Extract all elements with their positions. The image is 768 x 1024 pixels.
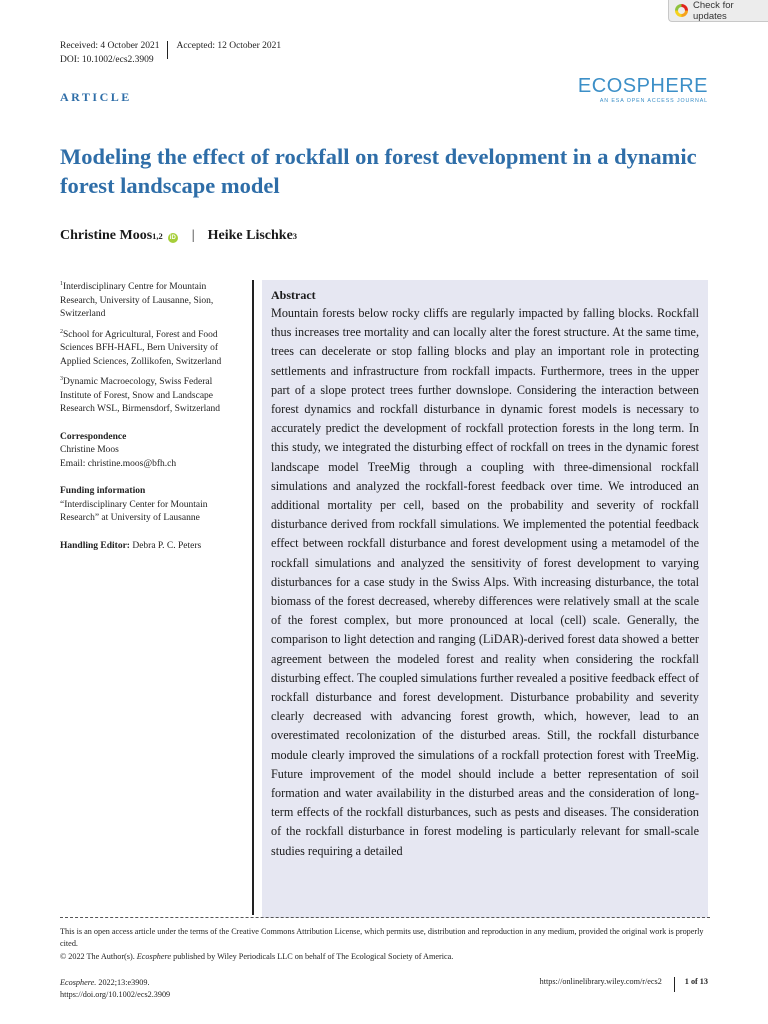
author-name[interactable]: Heike Lischke — [207, 228, 293, 243]
funding-heading: Funding information — [60, 486, 146, 497]
affiliation-text: Dynamic Macroecology, Swiss Federal Institute of Forest, Snow and Landscape Research WSL, Birmensdorf, Switzerland — [60, 377, 220, 415]
citation-volume: 2022;13:e3909. — [98, 978, 150, 987]
article-dates — [60, 37, 281, 55]
check-for-updates-label: Check for updates — [693, 0, 734, 22]
abstract-panel — [262, 280, 708, 918]
page-footer — [540, 977, 708, 992]
journal-logo[interactable] — [578, 76, 708, 104]
orcid-icon[interactable]: iD — [169, 235, 176, 241]
license-notice — [60, 926, 710, 964]
correspondence-name: Christine Moos — [60, 445, 119, 456]
correspondence-email[interactable]: Email: christine.moos@bfh.ch — [60, 458, 177, 469]
copyright-journal: Ecosphere — [136, 952, 172, 961]
author-affiliation-sup: 3 — [292, 231, 298, 241]
affiliation-text: Interdisciplinary Centre for Mountain Research, University of Lausanne, Sion, Switzerland — [60, 282, 214, 320]
citation-footer — [60, 977, 170, 1001]
journal-url-link[interactable]: https://onlinelibrary.wiley.com/r/ecs2 — [539, 977, 662, 986]
copyright-prefix: © 2022 The Author(s). — [60, 952, 135, 961]
affiliation — [60, 373, 245, 417]
affiliation — [60, 326, 245, 370]
handling-editor-label: Handling Editor: — [60, 540, 130, 551]
funding-text: “Interdisciplinary Center for Mountain Research” at University of Lausanne — [60, 499, 208, 524]
affiliation-sup: 2 — [60, 328, 63, 335]
abstract-heading: Abstract — [271, 288, 316, 302]
page-number: 1 of 13 — [684, 977, 708, 986]
correspondence-heading: Correspondence — [60, 431, 127, 442]
column-divider — [252, 280, 254, 915]
journal-logo-name: ECOSPHERE — [577, 75, 708, 97]
author-name[interactable]: Christine Moos — [60, 228, 153, 243]
doi[interactable]: DOI: 10.1002/ecs2.3909 — [60, 55, 154, 65]
accepted-date: Accepted: 12 October 2021 — [176, 41, 282, 51]
footnote-divider — [60, 917, 710, 918]
check-for-updates-button[interactable] — [668, 0, 768, 22]
affiliation — [60, 278, 245, 322]
handling-editor — [60, 540, 245, 554]
footer-doi-link[interactable]: https://doi.org/10.1002/ecs2.3909 — [60, 990, 171, 999]
citation-journal: Ecosphere. — [60, 978, 97, 987]
affiliation-sup: 1 — [60, 281, 63, 287]
copyright-suffix: published by Wiley Periodicals LLC on behalf of The Ecological Society of America. — [173, 952, 454, 961]
author-list — [60, 228, 297, 244]
copyright-line — [60, 951, 710, 963]
journal-logo-tagline: AN ESA OPEN ACCESS JOURNAL — [599, 98, 708, 104]
handling-editor-name: Debra P. C. Peters — [132, 540, 202, 551]
article-title: Modeling the effect of rockfall on forest development in a dynamic forest landscape model — [60, 144, 697, 198]
author-separator: | — [191, 228, 195, 243]
article-sidebar — [60, 278, 245, 553]
author-affiliation-sup: 1,2 — [152, 231, 163, 241]
article-type-label: ARTICLE — [60, 90, 132, 104]
affiliation-sup: 3 — [60, 376, 63, 383]
citation-line — [60, 977, 170, 989]
abstract-text: Mountain forests below rocky cliffs are regularly impacted by falling blocks. Rockfall thus increases tree mortality and can locally alter the forest structure. At the same time, trees can decelerate or stop falling blocks and play an important role in protecting settlements and infrastructure from rockfall impacts. Furthermore, trees in the upper part of a slope protect trees further downslope. Considering the interaction between forest dynamics and rockfall disturbance in dynamic forest models is necessary to accurately predict the development of rockfall protection forests in the long term. In this study, we integrated the disturbing effect of rockfall on trees in the dynamic forest landscape model TreeMig through a coupling with three-dimensional rockfall simulations and analyzed the rockfall-forest feedback over time. We introduced an additional mortality per cell, based on the probability and severity of rockfall disturbance derived from rockfall simulations. We implemented the potential feedback effect between rockfall disturbance and forest development using a metamodel of the rockfall simulations and analyzed the sensitivity of forest development to varying disturbances for a case study in the Swiss Alps. With increasing disturbance, the total biomass of the forest decreased, whereby differences were relatively small at the scale of the forest complex, but more pronounced at local (cell) scale. Generally, the comparison to light detection and ranging (LiDAR)-derived forest data showed a better agreement between the modeled forest and reality when considering the rockfall disturbing effect. The coupled simulations further revealed a positive feedback effect of rockfall disturbance and forest development. Disturbance probability and severity clearly decreased with advancing forest growth, which, however, lead to an overestimated recolonization of the disturbed areas. Still, the rockfall disturbance module clearly improved the simulations of a rockfall protection forest with TreeMig. Future improvement of the model should include a better representation of soil formation and water availability in the disturbed areas and the consideration of long-term effects of the rockfall disturbances, such as pests and diseases. The consideration of the rockfall disturbance in forest modeling is particularly relevant for small-scale studies requiring a detailed — [271, 306, 699, 858]
affiliation-text: School for Agricultural, Forest and Food Sciences BFH-HAFL, Bern University of Applied Sciences, Zollikofen, Switzerland — [60, 329, 222, 367]
footer-separator — [674, 977, 675, 992]
date-separator — [167, 41, 168, 59]
crossmark-icon — [675, 4, 688, 17]
license-text: This is an open access article under the terms of the Creative Commons Attribution License, which permits use, distribution and reproduction in any medium, provided the original work is properly cited. — [60, 927, 704, 948]
received-date: Received: 4 October 2021 — [60, 41, 160, 51]
